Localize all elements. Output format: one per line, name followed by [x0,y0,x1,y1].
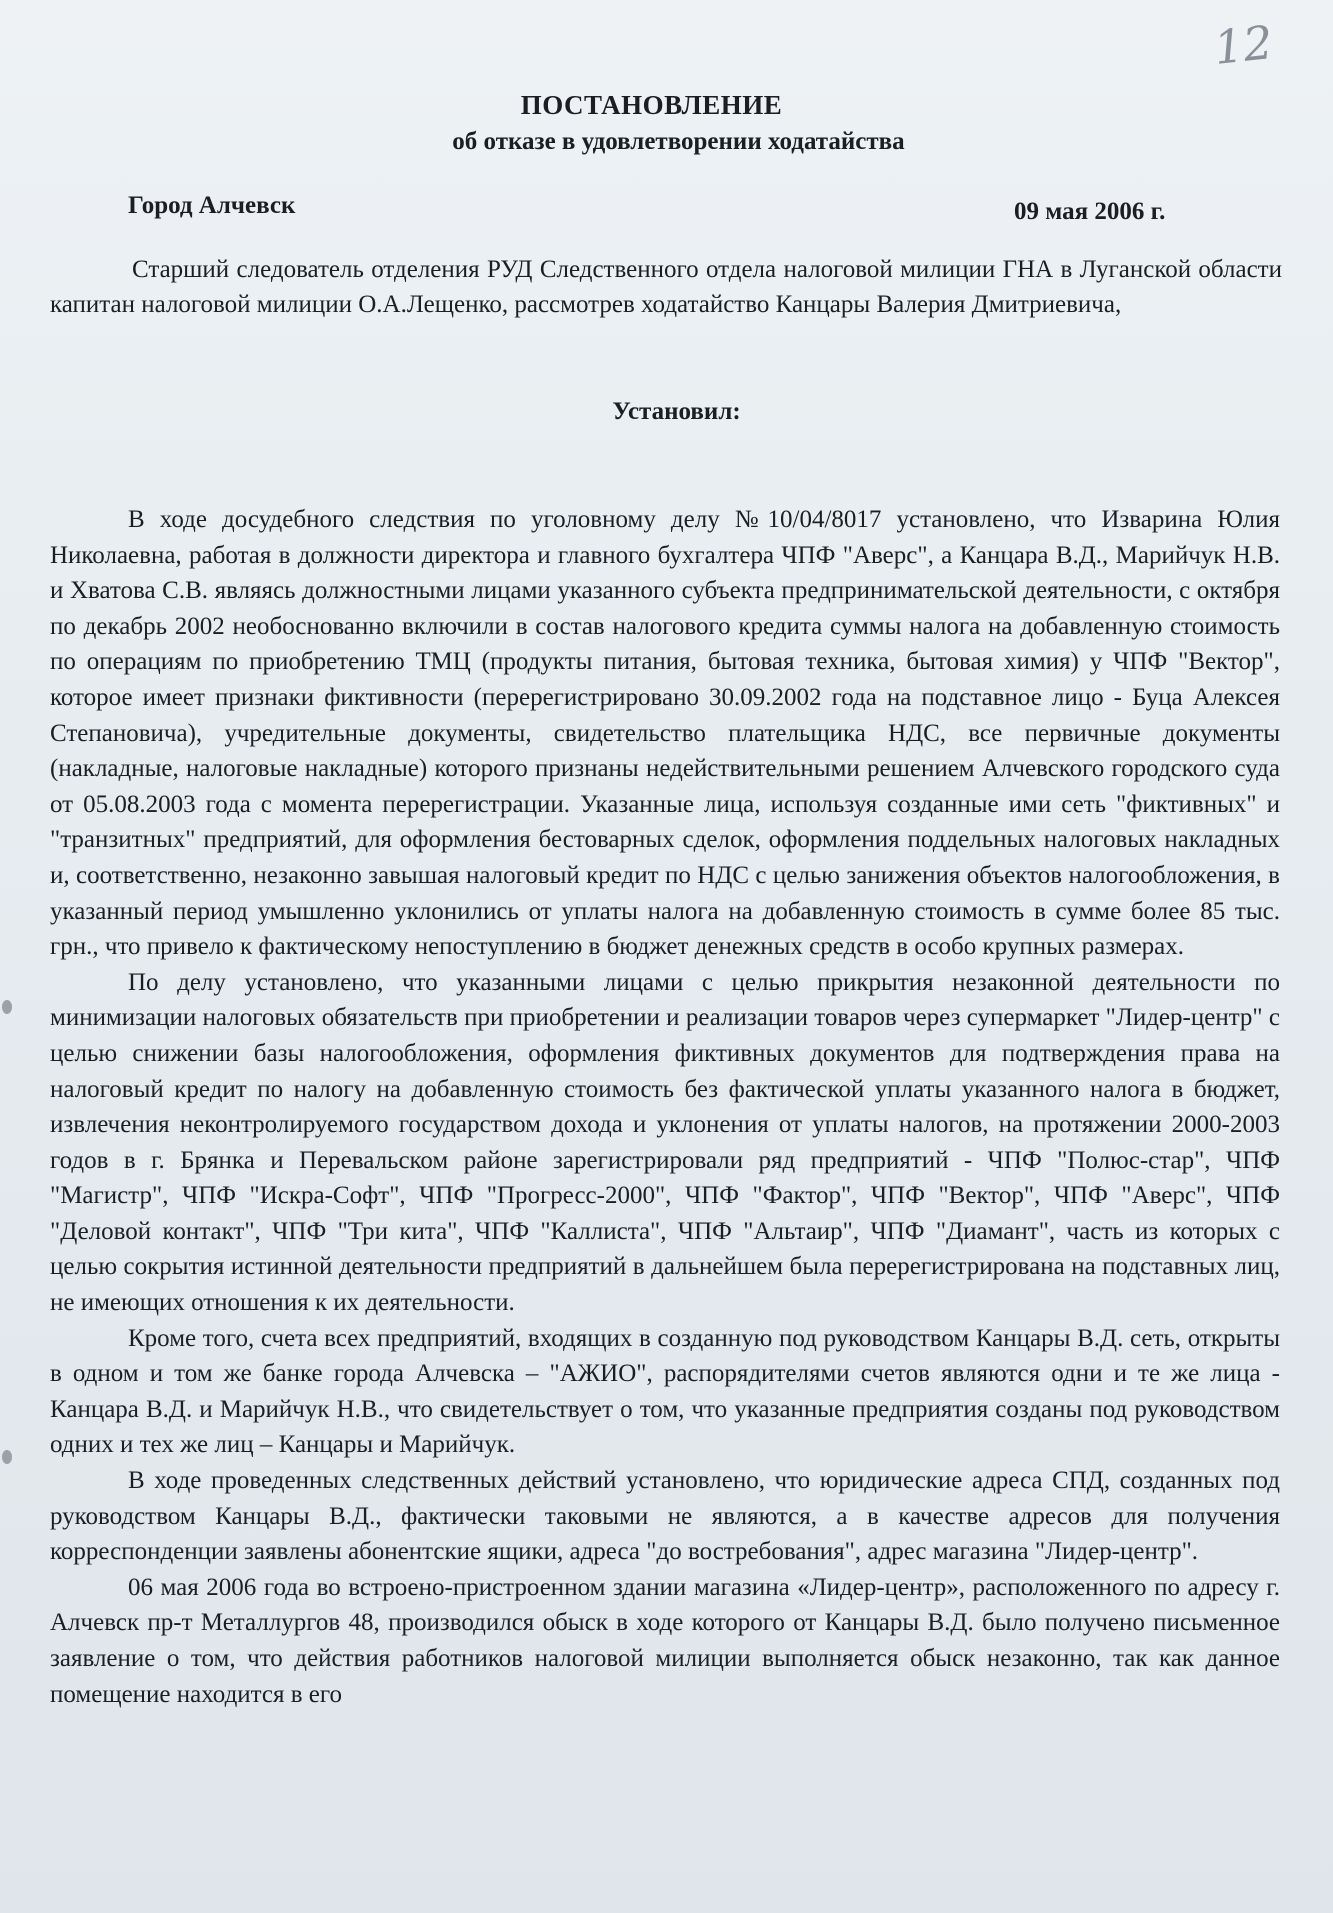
punch-hole [2,1000,12,1014]
city-label: Город Алчевск [128,192,296,219]
document-title: ПОСТАНОВЛЕНИЕ [520,90,783,120]
body-paragraph-2: По делу установлено, что указанными лицами с целью прикрытия незаконной деятельности по минимизации налоговых обязательств при приобретении и реализации товаров через супермаркет "Лидер-центр" с целью снижении базы налогообложения, оформления фиктивных документов для подтверждения права на налоговый кредит по налогу на добавленную стоимость без фактической уплаты указанного налога в бюджет, извлечения неконтролируемого государством дохода и уклонения от уплаты налогов, на протяжении 2000-2003 годов в г. Брянка и Перевальском районе зарегистрировали ряд предприятий - ЧПФ "Полюс-стар", ЧПФ "Магистр", ЧПФ "Искра-Софт", ЧПФ "Прогресс-2000", ЧПФ "Фактор", ЧПФ "Вектор", ЧПФ "Аверс", ЧПФ "Деловой контакт", ЧПФ "Три кита", ЧПФ "Каллиста", ЧПФ "Альтаир", ЧПФ "Диамант", часть из которых с целью сокрытия истинной деятельности предприятий в дальнейшем была перерегистрирована на подставных лиц, не имеющих отношения к их деятельности. [50,968,1280,1317]
handwritten-page-number: 12 [1211,15,1276,75]
body-paragraph-1: В ходе досудебного следствия по уголовному делу №10/04/8017 установлено, что Изварина Юлия Николаевна, работая в должности директора и главного бухгалтера ЧПФ "Аверс", а Канцара В.Д., Марийчук Н.В. и Хватова С.В. являясь должностными лицами указанного субъекта предпринимательской деятельности, с октября по декабрь 2002 необоснованно включили в состав налогового кредита суммы налога на добавленную стоимость по операциям по приобретению ТМЦ (продукты питания, бытовая техника, бытовая химия) у ЧПФ "Вектор", которое имеет признаки фиктивности (перерегистрировано 30.09.2002 года на подставное лицо - Буца Алексея Степановича), учредительные документы, свидетельство плательщика НДС, все первичные документы (накладные, налоговые накладные) которого признаны недействительными решением Алчевского городского суда от 05.08.2003 года с момента перерегистрации. Указанные лица, используя созданные ими сеть "фиктивных" и "транзитных" предприятий, для оформления бестоварных сделок, оформления поддельных налоговых накладных и, соответственно, незаконно завышая налоговый кредит по НДС с целью занижения объектов налогообложения, в указанный период умышленно уклонились от уплаты налога на добавленную стоимость в сумме более 85 тыс. грн., что привело к фактическому непоступлению в бюджет денежных средств в особо крупных размерах. [50,506,1280,961]
punch-hole [2,1450,12,1464]
body-paragraph-5: 06 мая 2006 года во встроено-пристроенном здании магазина «Лидер-центр», расположенного по адресу г. Алчевск пр-т Металлургов 48, производился обыск в ходе которого от Канцары В.Д. было получено письменное заявление о том, что действия работников налоговой милиции выполняется обыск незаконно, так как данное помещение находится в его [50,1573,1280,1708]
intro-paragraph: Старший следователь отделения РУД Следственного отдела налоговой милиции ГНА в Луганской области капитан налоговой милиции О.А.Лещенко, рассмотрев ходатайство Канцары Валерия Дмитриевича, [50,256,1282,318]
document-subtitle: об отказе в удовлетворении ходатайства [452,128,905,155]
body-paragraph-4: В ходе проведенных следственных действий установлено, что юридические адреса СПД, созданных под руководством Канцары В.Д., фактически таковыми не являются, а в качестве адресов для получения корреспонденции заявлены абонентские ящики, адреса "до востребования", адрес магазина "Лидер-центр". [50,1467,1280,1566]
document-body [50,502,1280,1712]
document-date: 09 мая 2006 г. [1014,198,1166,225]
body-paragraph-3: Кроме того, счета всех предприятий, входящих в созданную под руководством Канцары В.Д. сеть, открыты в одном и том же банке города Алчевска – "АЖИО", распорядителями счетов являются одни и те же лица - Канцара В.Д. и Марийчук Н.В., что свидетельствует о том, что указанные предприятия созданы под руководством одних и тех же лиц – Канцары и Марийчук. [50,1324,1280,1459]
section-heading: Установил: [612,398,741,425]
